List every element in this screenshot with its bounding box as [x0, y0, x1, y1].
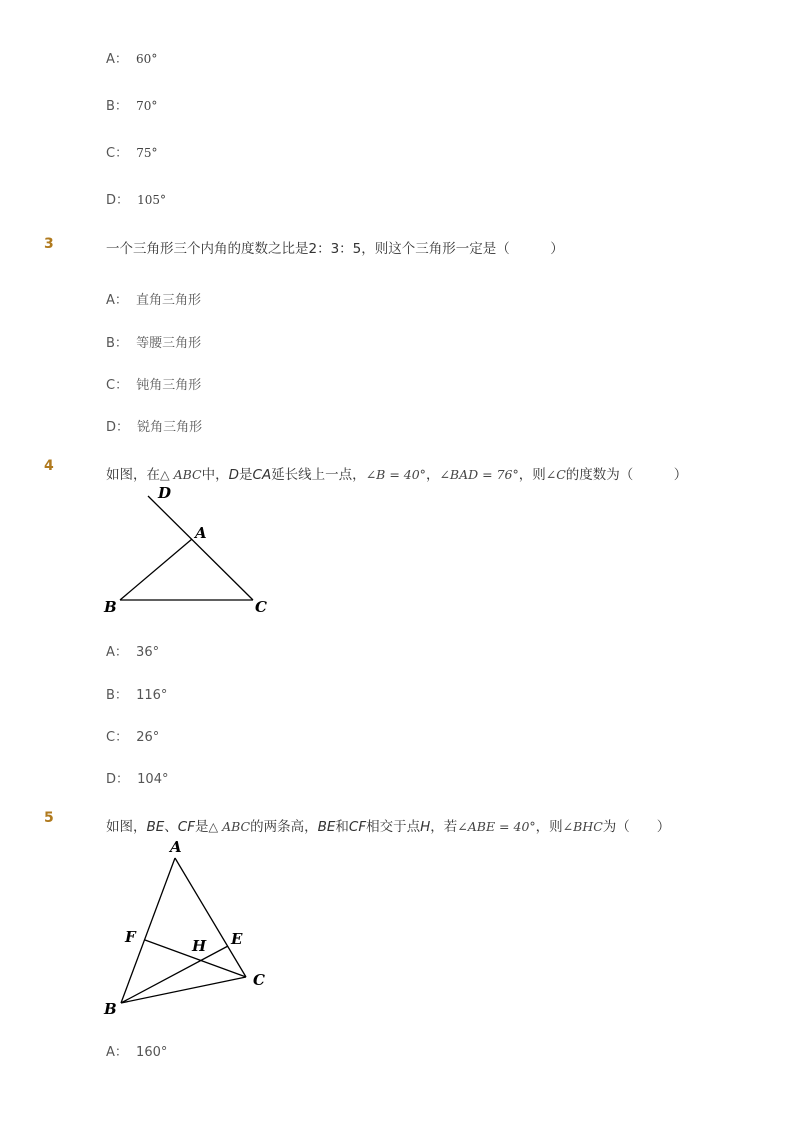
option-label: D：	[106, 420, 130, 435]
q3-option-b[interactable]	[106, 332, 201, 351]
variable: BE	[317, 819, 336, 835]
line-ba	[120, 539, 192, 600]
point-label-b: B	[104, 1000, 117, 1018]
text-segment: 延长线上一点，	[271, 467, 366, 483]
question-number: 5	[44, 810, 54, 826]
option-value: 60°	[136, 52, 158, 66]
point-label-e: E	[231, 930, 243, 948]
option-label: A：	[106, 293, 128, 308]
line-be-altitude	[121, 946, 228, 1003]
variable: CA	[252, 467, 272, 483]
option-label: B：	[106, 688, 128, 703]
point-label-c: C	[253, 971, 265, 989]
text-segment: 是	[195, 819, 209, 835]
text-segment: ，则	[535, 819, 563, 835]
text-segment: 为（ ）	[602, 819, 671, 835]
text-segment: ，则	[518, 467, 546, 483]
text-segment: 如图，	[106, 819, 147, 835]
option-label: A：	[106, 52, 128, 67]
option-value: 104°	[137, 772, 169, 787]
math-expression: ∠BAD = 76°	[439, 467, 519, 482]
question-text	[106, 463, 687, 483]
math-expression: ∠B = 40°	[365, 467, 426, 482]
option-label: B：	[106, 99, 128, 114]
variable: CF	[348, 819, 367, 835]
q2-option-c[interactable]	[106, 142, 158, 161]
option-value: 26°	[136, 730, 160, 745]
variable: CF	[177, 819, 195, 835]
option-label: C：	[106, 146, 129, 161]
question-number: 4	[44, 458, 54, 474]
point-label-b: B	[104, 598, 117, 616]
text-segment: 中，	[201, 467, 229, 483]
line-bc	[121, 977, 246, 1003]
option-label: A：	[106, 1045, 128, 1060]
question-text: 一个三角形三个内角的度数之比是2：3：5，则这个三角形一定是（ ）	[106, 241, 564, 257]
math-expression: ∠C	[545, 467, 566, 482]
q3-option-d[interactable]	[106, 416, 202, 435]
q2-option-d[interactable]	[106, 189, 166, 208]
option-value: 160°	[136, 1045, 168, 1060]
option-label: D：	[106, 193, 130, 208]
option-value: 36°	[136, 645, 160, 660]
triangle-figure-q4	[100, 482, 280, 617]
text-segment: 是	[239, 467, 253, 483]
math-expression: ∠ABE = 40°	[457, 819, 536, 834]
q3-option-c[interactable]	[106, 374, 201, 393]
text-segment: 的两条高，	[250, 819, 318, 835]
variable: H	[420, 819, 431, 835]
variable: D	[228, 467, 240, 483]
option-value: 116°	[136, 688, 168, 703]
option-label: C：	[106, 378, 129, 393]
point-label-d: D	[158, 484, 172, 502]
q4-option-a[interactable]	[106, 641, 159, 660]
option-value: 直角三角形	[136, 293, 202, 308]
q2-option-a[interactable]	[106, 48, 157, 67]
option-value: 锐角三角形	[137, 420, 203, 435]
point-label-a: A	[170, 838, 182, 856]
q5-option-a[interactable]	[106, 1041, 167, 1060]
point-label-c: C	[255, 598, 267, 616]
text-segment: 、	[164, 819, 178, 835]
text-segment: 和	[335, 819, 349, 835]
option-value: 75°	[136, 146, 158, 160]
point-label-a: A	[195, 524, 207, 542]
point-label-h: H	[192, 937, 207, 955]
text-segment: 相交于点	[366, 819, 421, 835]
text-segment: 的度数为（ ）	[565, 467, 688, 483]
option-value: 钝角三角形	[136, 378, 202, 393]
point-label-f: F	[125, 928, 136, 946]
text-segment: ，	[425, 467, 440, 483]
math-expression: △ ABC	[208, 819, 251, 834]
q4-option-c[interactable]	[106, 726, 159, 745]
line-ac	[175, 858, 246, 977]
q2-option-b[interactable]	[106, 95, 157, 114]
option-label: C：	[106, 730, 129, 745]
triangle-figure-q5	[100, 836, 280, 1021]
option-value: 70°	[136, 99, 158, 113]
variable: BE	[146, 819, 165, 835]
q4-option-b[interactable]	[106, 684, 167, 703]
line-da-extended	[148, 496, 253, 600]
q3-option-a[interactable]	[106, 289, 201, 308]
option-value: 105°	[137, 193, 167, 207]
math-expression: △ ABC	[160, 467, 202, 482]
option-label: B：	[106, 336, 128, 351]
option-value: 等腰三角形	[136, 336, 202, 351]
math-expression: ∠BHC	[562, 819, 603, 834]
question-number: 3	[44, 236, 54, 252]
q4-option-d[interactable]	[106, 768, 168, 787]
question-text	[106, 815, 670, 835]
option-label: D：	[106, 772, 130, 787]
text-segment: ，若	[430, 819, 458, 835]
option-label: A：	[106, 645, 128, 660]
text-segment: 如图，在	[106, 467, 160, 483]
